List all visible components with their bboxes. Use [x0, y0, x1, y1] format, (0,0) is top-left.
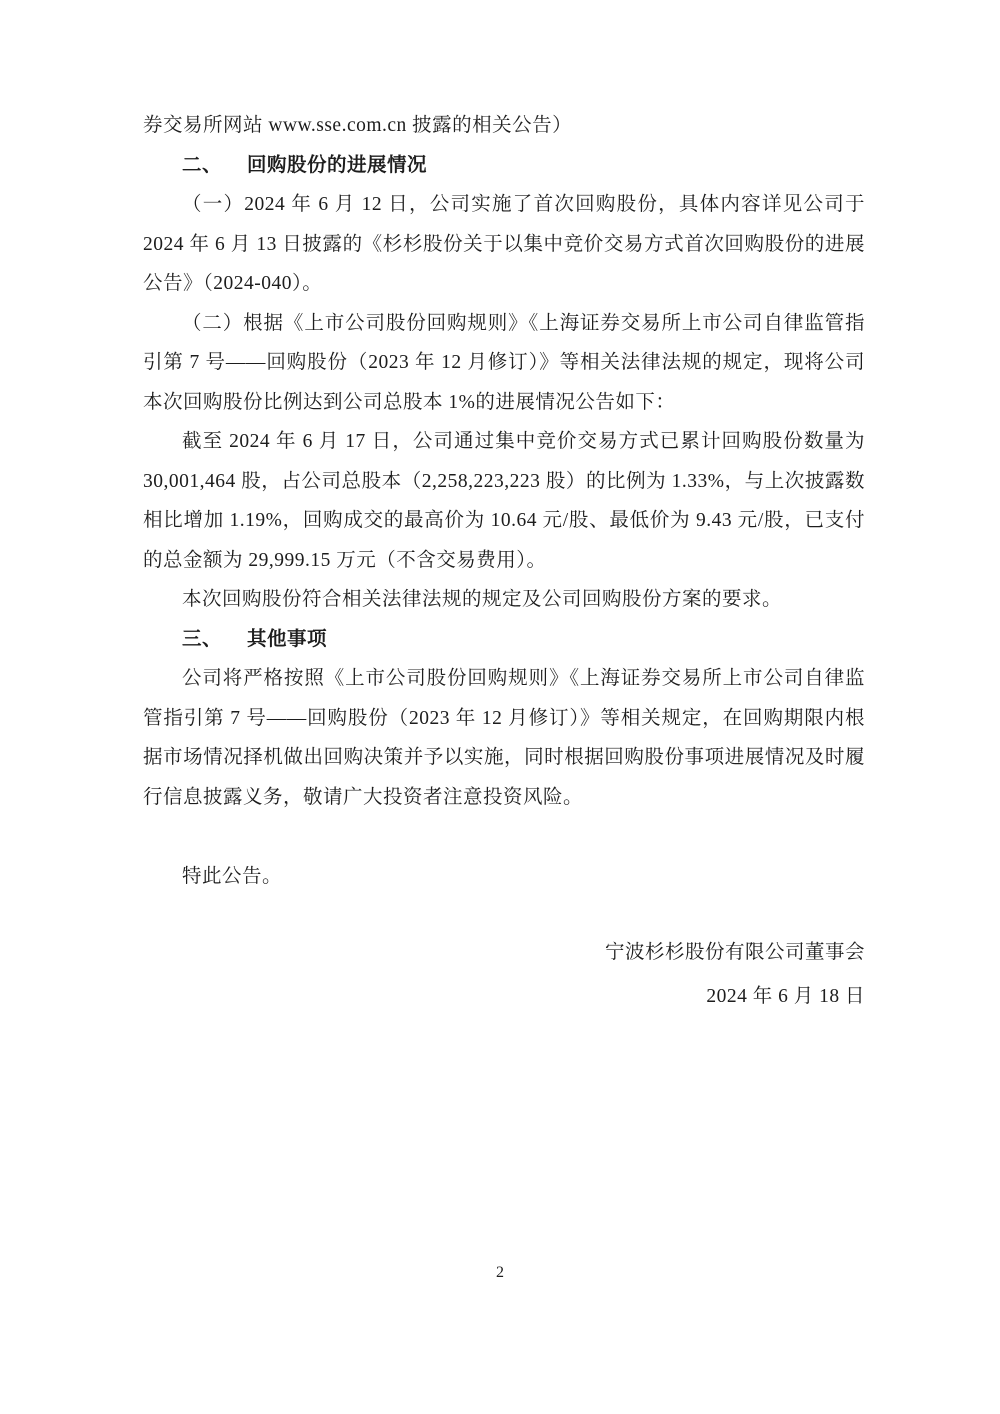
section-3-title: 其他事项	[247, 628, 328, 650]
closing-statement: 特此公告。	[182, 866, 283, 887]
section-2-paragraph-1: （一）2024 年 6 月 12 日，公司实施了首次回购股份，具体内容详见公司于 2024 年 6 月 13 日披露的《杉杉股份关于以集中竞价交易方式首次回购股份的进展公告》（2024-040）。	[143, 194, 865, 294]
signature-date: 2024 年 6 月 18 日	[706, 986, 865, 1007]
section-3-paragraph-1: 公司将严格按照《上市公司股份回购规则》《上海证券交易所上市公司自律监管指引第 7 号——回购股份（2023 年 12 月修订）》等相关规定，在回购期限内根据市场情况择机做出回购决策并予以实施，同时根据回购股份事项进展情况及时履行信息披露义务，敬请广大投资者注意投资风险。	[143, 668, 865, 808]
document-content	[143, 106, 865, 1017]
signature-company: 宁波杉杉股份有限公司董事会	[604, 941, 865, 963]
section-2-number: 二、	[182, 154, 223, 176]
section-2-heading	[143, 146, 865, 186]
signature-block	[143, 933, 865, 1017]
section-2-title: 回购股份的进展情况	[247, 154, 428, 176]
section-3-heading	[143, 620, 865, 660]
continuation-line: 券交易所网站 www.sse.com.cn 披露的相关公告）	[143, 115, 573, 136]
section-2-paragraph-3: 截至 2024 年 6 月 17 日，公司通过集中竞价交易方式已累计回购股份数量为 30,001,464 股，占公司总股本（2,258,223,223 股）的比例为 1.33%，与上次披露数相比增加 1.19%，回购成交的最高价为 10.64 元/股、最低价为 9.43 元/股，已支付的总金额为 29,999.15 万元（不含交易费用）。	[143, 431, 865, 571]
section-2-paragraph-2: （二）根据《上市公司股份回购规则》《上海证券交易所上市公司自律监管指引第 7 号——回购股份（2023 年 12 月修订）》等相关法律法规的规定，现将公司本次回购股份比例达到公司总股本 1%的进展情况公告如下：	[143, 312, 865, 413]
section-2-paragraph-4: 本次回购股份符合相关法律法规的规定及公司回购股份方案的要求。	[182, 589, 783, 610]
page-number: 2	[496, 1264, 504, 1281]
section-3-number: 三、	[182, 628, 223, 650]
